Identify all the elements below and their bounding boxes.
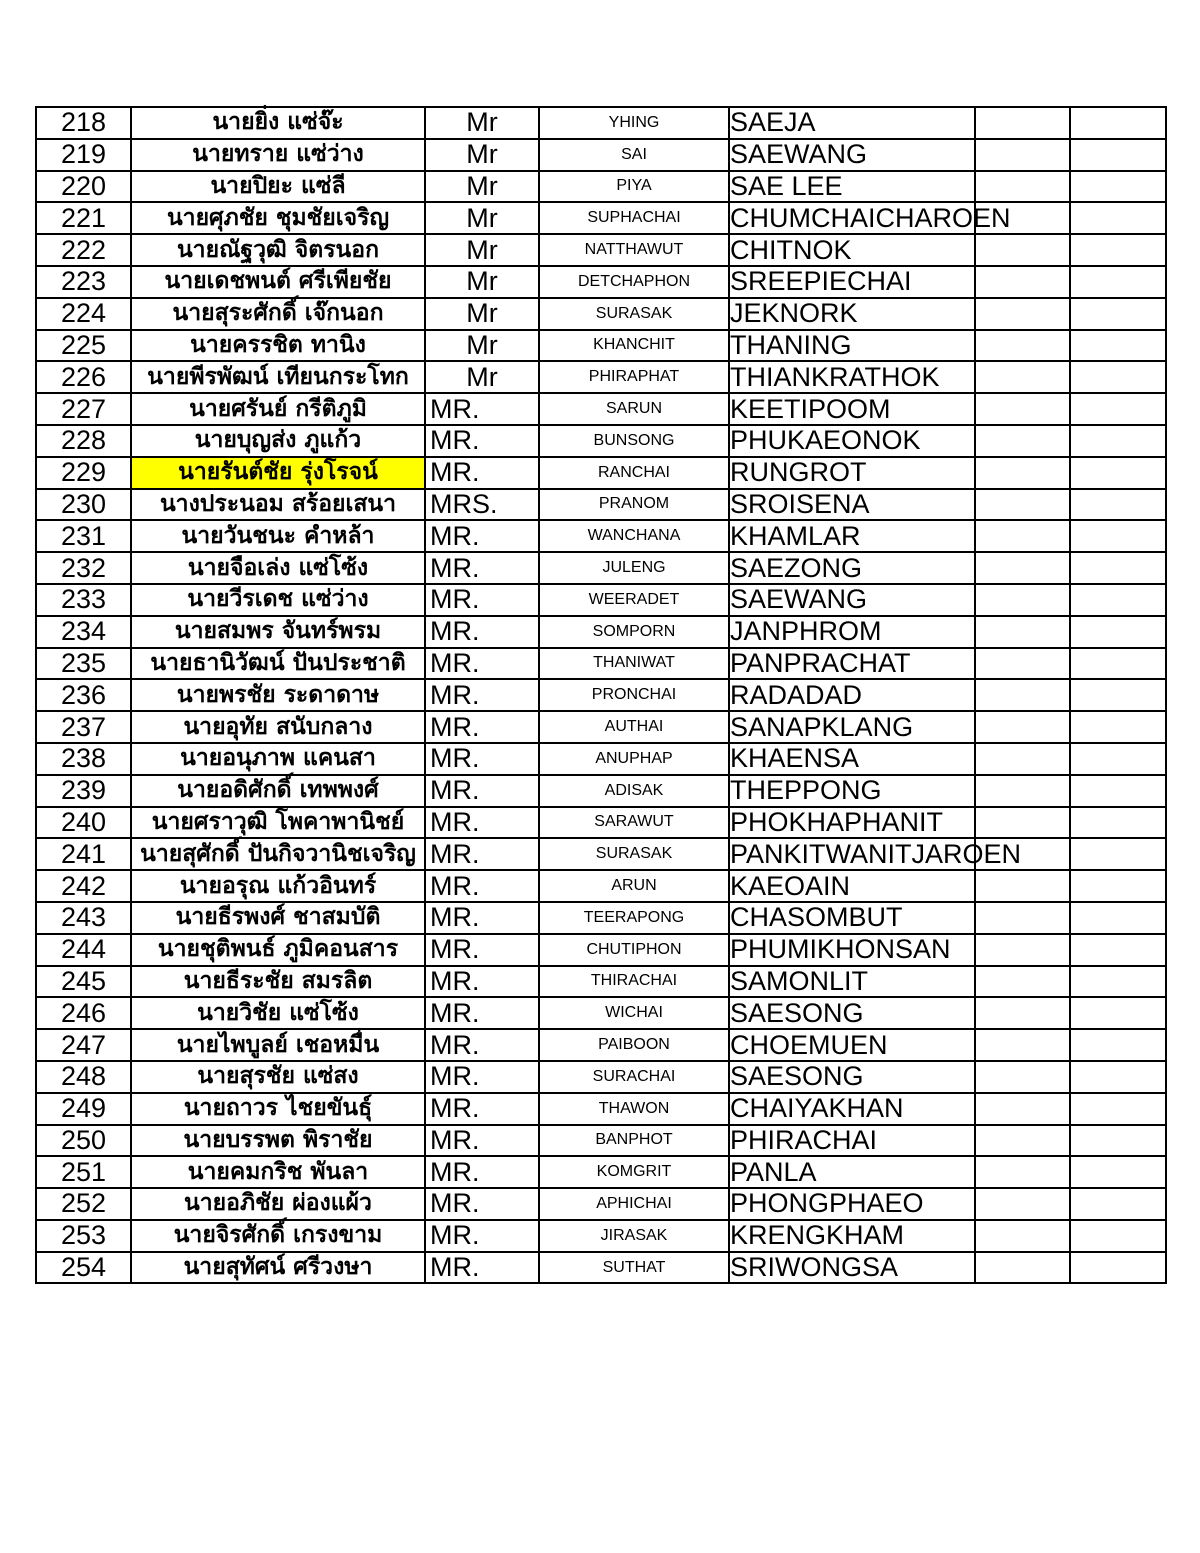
empty-cell xyxy=(975,870,1070,902)
last-name: PANKITWANITJAROEN xyxy=(730,838,1022,869)
last-name: THANING xyxy=(729,330,975,362)
row-number: 234 xyxy=(36,616,131,648)
first-name: ADISAK xyxy=(539,775,729,807)
empty-cell xyxy=(1070,997,1166,1029)
title: MR. xyxy=(425,679,539,711)
row-number: 229 xyxy=(36,457,131,489)
first-name: PRANOM xyxy=(539,489,729,521)
title: Mr xyxy=(425,171,539,203)
last-name: SAMONLIT xyxy=(729,966,975,998)
table-row xyxy=(36,457,1166,489)
title: Mr xyxy=(425,361,539,393)
title: MR. xyxy=(425,966,539,998)
first-name: PIYA xyxy=(539,171,729,203)
title: Mr xyxy=(425,266,539,298)
empty-cell xyxy=(1070,330,1166,362)
empty-cell xyxy=(1070,1156,1166,1188)
thai-name: นายบุญส่ง ภูแก้ว xyxy=(131,425,425,457)
row-number: 225 xyxy=(36,330,131,362)
title: MR. xyxy=(425,1093,539,1125)
table-row xyxy=(36,711,1166,743)
empty-cell xyxy=(975,107,1070,139)
empty-cell xyxy=(1070,1093,1166,1125)
table-row xyxy=(36,1252,1166,1284)
table-row xyxy=(36,330,1166,362)
first-name: SARAWUT xyxy=(539,807,729,839)
empty-cell xyxy=(1070,202,1166,234)
empty-cell xyxy=(1070,902,1166,934)
last-name: SAESONG xyxy=(729,1061,975,1093)
table-row xyxy=(36,1093,1166,1125)
thai-name: นายพีรพัฒน์ เทียนกระโทก xyxy=(131,361,425,393)
table-row xyxy=(36,870,1166,902)
table-row xyxy=(36,616,1166,648)
table-row xyxy=(36,393,1166,425)
thai-name: นายอนุภาพ แคนสา xyxy=(131,743,425,775)
first-name: AUTHAI xyxy=(539,711,729,743)
thai-name: นายจือเล่ง แซ่โซ้ง xyxy=(131,552,425,584)
thai-name: นายคมกริช พันลา xyxy=(131,1156,425,1188)
empty-cell xyxy=(975,807,1070,839)
last-name: PHUKAEONOK xyxy=(729,425,975,457)
title: MR. xyxy=(425,584,539,616)
last-name: CHOEMUEN xyxy=(729,1029,975,1061)
title: MR. xyxy=(425,457,539,489)
thai-name: นายรันต์ชัย รุ่งโรจน์ xyxy=(131,457,425,489)
first-name: WEERADET xyxy=(539,584,729,616)
empty-cell xyxy=(975,552,1070,584)
title: MR. xyxy=(425,425,539,457)
row-number: 226 xyxy=(36,361,131,393)
table-row xyxy=(36,171,1166,203)
last-name: KEETIPOOM xyxy=(729,393,975,425)
thai-name: นายถาวร ไชยขันธุ์ xyxy=(131,1093,425,1125)
empty-cell xyxy=(975,171,1070,203)
empty-cell xyxy=(1070,520,1166,552)
first-name: APHICHAI xyxy=(539,1188,729,1220)
thai-name: นายชุติพนธ์ ภูมิคอนสาร xyxy=(131,934,425,966)
thai-name: นายอุทัย สนับกลาง xyxy=(131,711,425,743)
last-name: RADADAD xyxy=(729,679,975,711)
title: MR. xyxy=(425,743,539,775)
title: MR. xyxy=(425,1156,539,1188)
table-row xyxy=(36,425,1166,457)
last-name: JANPHROM xyxy=(729,616,975,648)
row-number: 227 xyxy=(36,393,131,425)
empty-cell xyxy=(1070,584,1166,616)
last-name: SRIWONGSA xyxy=(729,1252,975,1284)
title: MR. xyxy=(425,997,539,1029)
row-number: 242 xyxy=(36,870,131,902)
row-number: 248 xyxy=(36,1061,131,1093)
empty-cell xyxy=(975,1125,1070,1157)
table-row xyxy=(36,807,1166,839)
table-row xyxy=(36,361,1166,393)
empty-cell xyxy=(1070,298,1166,330)
empty-cell xyxy=(975,679,1070,711)
last-name: PHIRACHAI xyxy=(729,1125,975,1157)
table-row xyxy=(36,489,1166,521)
thai-name: นายศราวุฒิ โพคาพานิชย์ xyxy=(131,807,425,839)
thai-name: นายธานิวัฒน์ ปันประชาติ xyxy=(131,648,425,680)
empty-cell xyxy=(975,1029,1070,1061)
empty-cell xyxy=(1070,139,1166,171)
row-number: 253 xyxy=(36,1220,131,1252)
last-name: PANLA xyxy=(729,1156,975,1188)
table-row xyxy=(36,234,1166,266)
first-name: THAWON xyxy=(539,1093,729,1125)
title: MR. xyxy=(425,648,539,680)
thai-name: นายยิ่ง แซ่จ๊ะ xyxy=(131,107,425,139)
last-name: THIANKRATHOK xyxy=(729,361,975,393)
empty-cell xyxy=(975,425,1070,457)
title: Mr xyxy=(425,202,539,234)
empty-cell xyxy=(975,648,1070,680)
row-number: 231 xyxy=(36,520,131,552)
empty-cell xyxy=(1070,1252,1166,1284)
row-number: 250 xyxy=(36,1125,131,1157)
empty-cell xyxy=(975,298,1070,330)
thai-name: นายธีรพงศ์ ชาสมบัติ xyxy=(131,902,425,934)
first-name: KOMGRIT xyxy=(539,1156,729,1188)
last-name: KHAMLAR xyxy=(729,520,975,552)
row-number: 241 xyxy=(36,838,131,870)
table-row xyxy=(36,648,1166,680)
last-name: CHITNOK xyxy=(729,234,975,266)
table-row xyxy=(36,1188,1166,1220)
thai-name: นายทราย แซ่ว่าง xyxy=(131,139,425,171)
thai-name: นายเดชพนต์ ศรีเพียชัย xyxy=(131,266,425,298)
title: MR. xyxy=(425,838,539,870)
empty-cell xyxy=(975,330,1070,362)
thai-name: นายสุศักดิ์ ปันกิจวานิชเจริญ xyxy=(131,838,425,870)
table-row xyxy=(36,679,1166,711)
empty-cell xyxy=(1070,361,1166,393)
table-row xyxy=(36,298,1166,330)
first-name: SOMPORN xyxy=(539,616,729,648)
title: Mr xyxy=(425,139,539,171)
table-row xyxy=(36,934,1166,966)
row-number: 230 xyxy=(36,489,131,521)
empty-cell xyxy=(1070,234,1166,266)
title: MR. xyxy=(425,1188,539,1220)
title: MRS. xyxy=(425,489,539,521)
row-number: 252 xyxy=(36,1188,131,1220)
first-name: SURASAK xyxy=(539,298,729,330)
empty-cell xyxy=(1070,1029,1166,1061)
first-name: SURACHAI xyxy=(539,1061,729,1093)
empty-cell xyxy=(975,584,1070,616)
first-name: THIRACHAI xyxy=(539,966,729,998)
last-name: THEPPONG xyxy=(729,775,975,807)
empty-cell xyxy=(1070,457,1166,489)
table-row xyxy=(36,997,1166,1029)
first-name: JIRASAK xyxy=(539,1220,729,1252)
table-row xyxy=(36,107,1166,139)
thai-name: นายปิยะ แซ่ลี xyxy=(131,171,425,203)
empty-cell xyxy=(1070,648,1166,680)
table-row xyxy=(36,775,1166,807)
thai-name: นายอดิศักดิ์ เทพพงศ์ xyxy=(131,775,425,807)
thai-name: นายจิรศักดิ์ เกรงขาม xyxy=(131,1220,425,1252)
table-row xyxy=(36,202,1166,234)
thai-name: นายสมพร จันทร์พรม xyxy=(131,616,425,648)
title: MR. xyxy=(425,870,539,902)
table-row xyxy=(36,743,1166,775)
title: MR. xyxy=(425,520,539,552)
empty-cell xyxy=(1070,679,1166,711)
table-row xyxy=(36,902,1166,934)
empty-cell xyxy=(1070,1188,1166,1220)
first-name: KHANCHIT xyxy=(539,330,729,362)
thai-name: นายวิชัย แซ่โซ้ง xyxy=(131,997,425,1029)
thai-name: นายศรันย์ กรีติภูมิ xyxy=(131,393,425,425)
last-name: PHONGPHAEO xyxy=(729,1188,975,1220)
title: MR. xyxy=(425,711,539,743)
first-name: SURASAK xyxy=(539,838,729,870)
thai-name: นายศุภชัย ชุมชัยเจริญ xyxy=(131,202,425,234)
empty-cell xyxy=(1070,743,1166,775)
empty-cell xyxy=(975,743,1070,775)
table-row xyxy=(36,838,1166,870)
title: MR. xyxy=(425,902,539,934)
title: MR. xyxy=(425,1061,539,1093)
first-name: JULENG xyxy=(539,552,729,584)
row-number: 233 xyxy=(36,584,131,616)
first-name: SUPHACHAI xyxy=(539,202,729,234)
thai-name: นางประนอม สร้อยเสนา xyxy=(131,489,425,521)
row-number: 244 xyxy=(36,934,131,966)
empty-cell xyxy=(1070,1220,1166,1252)
last-name: PHOKHAPHANIT xyxy=(729,807,975,839)
row-number: 220 xyxy=(36,171,131,203)
table-row xyxy=(36,139,1166,171)
thai-name: นายวันชนะ คำหล้า xyxy=(131,520,425,552)
row-number: 228 xyxy=(36,425,131,457)
first-name: DETCHAPHON xyxy=(539,266,729,298)
empty-cell xyxy=(975,489,1070,521)
empty-cell xyxy=(975,997,1070,1029)
last-name: CHASOMBUT xyxy=(729,902,975,934)
row-number: 218 xyxy=(36,107,131,139)
first-name: SARUN xyxy=(539,393,729,425)
last-name: SANAPKLANG xyxy=(729,711,975,743)
first-name: ARUN xyxy=(539,870,729,902)
thai-name: นายสุทัศน์ ศรีวงษา xyxy=(131,1252,425,1284)
title: Mr xyxy=(425,107,539,139)
thai-name: นายไพบูลย์ เชอหมื่น xyxy=(131,1029,425,1061)
last-name: PANPRACHAT xyxy=(729,648,975,680)
row-number: 238 xyxy=(36,743,131,775)
empty-cell xyxy=(1070,775,1166,807)
empty-cell xyxy=(975,393,1070,425)
last-name: KAEOAIN xyxy=(729,870,975,902)
empty-cell xyxy=(1070,1125,1166,1157)
table-row xyxy=(36,266,1166,298)
first-name: ANUPHAP xyxy=(539,743,729,775)
last-name: SAE LEE xyxy=(729,171,975,203)
last-name: SAEWANG xyxy=(729,139,975,171)
row-number: 232 xyxy=(36,552,131,584)
first-name: TEERAPONG xyxy=(539,902,729,934)
empty-cell xyxy=(1070,616,1166,648)
title: Mr xyxy=(425,330,539,362)
empty-cell xyxy=(1070,966,1166,998)
row-number: 237 xyxy=(36,711,131,743)
first-name: PAIBOON xyxy=(539,1029,729,1061)
table-row xyxy=(36,552,1166,584)
title: MR. xyxy=(425,1029,539,1061)
last-name: CHAIYAKHAN xyxy=(729,1093,975,1125)
empty-cell xyxy=(1070,171,1166,203)
row-number: 235 xyxy=(36,648,131,680)
row-number: 236 xyxy=(36,679,131,711)
empty-cell xyxy=(975,902,1070,934)
thai-name: นายพรชัย ระดาดาษ xyxy=(131,679,425,711)
row-number: 249 xyxy=(36,1093,131,1125)
title: MR. xyxy=(425,552,539,584)
empty-cell xyxy=(975,1220,1070,1252)
empty-cell xyxy=(1070,934,1166,966)
empty-cell xyxy=(975,966,1070,998)
empty-cell xyxy=(975,457,1070,489)
title: Mr xyxy=(425,234,539,266)
thai-name: นายบรรพต พิราชัย xyxy=(131,1125,425,1157)
title: MR. xyxy=(425,393,539,425)
last-name: JEKNORK xyxy=(729,298,975,330)
roster-body xyxy=(36,107,1166,1283)
empty-cell xyxy=(975,775,1070,807)
title: MR. xyxy=(425,775,539,807)
first-name: SAI xyxy=(539,139,729,171)
first-name: PHIRAPHAT xyxy=(539,361,729,393)
table-row xyxy=(36,966,1166,998)
title: MR. xyxy=(425,1252,539,1284)
first-name: RANCHAI xyxy=(539,457,729,489)
title: Mr xyxy=(425,298,539,330)
last-name: PHUMIKHONSAN xyxy=(729,934,975,966)
table-row xyxy=(36,584,1166,616)
row-number: 223 xyxy=(36,266,131,298)
first-name: WANCHANA xyxy=(539,520,729,552)
empty-cell xyxy=(975,616,1070,648)
title: MR. xyxy=(425,934,539,966)
empty-cell xyxy=(1070,489,1166,521)
first-name: PRONCHAI xyxy=(539,679,729,711)
last-name: SREEPIECHAI xyxy=(729,266,975,298)
empty-cell xyxy=(1070,711,1166,743)
empty-cell xyxy=(975,266,1070,298)
table-row xyxy=(36,1061,1166,1093)
first-name: WICHAI xyxy=(539,997,729,1029)
first-name: BUNSONG xyxy=(539,425,729,457)
empty-cell xyxy=(975,1061,1070,1093)
first-name: CHUTIPHON xyxy=(539,934,729,966)
empty-cell xyxy=(1070,552,1166,584)
thai-name: นายอรุณ แก้วอินทร์ xyxy=(131,870,425,902)
empty-cell xyxy=(1070,838,1166,870)
thai-name: นายธีระชัย สมรลิต xyxy=(131,966,425,998)
row-number: 239 xyxy=(36,775,131,807)
row-number: 245 xyxy=(36,966,131,998)
empty-cell xyxy=(1070,107,1166,139)
empty-cell xyxy=(975,234,1070,266)
last-name: SAEWANG xyxy=(729,584,975,616)
empty-cell xyxy=(975,1188,1070,1220)
row-number: 246 xyxy=(36,997,131,1029)
empty-cell xyxy=(1070,1061,1166,1093)
empty-cell xyxy=(1070,393,1166,425)
thai-name: นายสุรชัย แซ่สง xyxy=(131,1061,425,1093)
thai-name: นายวีรเดช แซ่ว่าง xyxy=(131,584,425,616)
row-number: 243 xyxy=(36,902,131,934)
row-number: 247 xyxy=(36,1029,131,1061)
table-row xyxy=(36,1125,1166,1157)
table-row xyxy=(36,1220,1166,1252)
row-number: 254 xyxy=(36,1252,131,1284)
row-number: 222 xyxy=(36,234,131,266)
thai-name: นายณัฐวุฒิ จิตรนอก xyxy=(131,234,425,266)
empty-cell xyxy=(1070,425,1166,457)
title: MR. xyxy=(425,1125,539,1157)
empty-cell xyxy=(975,711,1070,743)
last-name: SAEJA xyxy=(729,107,975,139)
title: MR. xyxy=(425,1220,539,1252)
empty-cell xyxy=(975,1156,1070,1188)
last-name: CHUMCHAICHAROEN xyxy=(730,202,1011,233)
first-name: BANPHOT xyxy=(539,1125,729,1157)
first-name: THANIWAT xyxy=(539,648,729,680)
row-number: 251 xyxy=(36,1156,131,1188)
empty-cell xyxy=(975,1093,1070,1125)
row-number: 224 xyxy=(36,298,131,330)
row-number: 240 xyxy=(36,807,131,839)
first-name: NATTHAWUT xyxy=(539,234,729,266)
empty-cell xyxy=(975,520,1070,552)
first-name: YHING xyxy=(539,107,729,139)
empty-cell xyxy=(975,1252,1070,1284)
last-name: SAEZONG xyxy=(729,552,975,584)
table-row xyxy=(36,1029,1166,1061)
name-roster-table xyxy=(35,106,1167,1284)
title: MR. xyxy=(425,616,539,648)
empty-cell xyxy=(975,361,1070,393)
first-name: SUTHAT xyxy=(539,1252,729,1284)
empty-cell xyxy=(975,139,1070,171)
title: MR. xyxy=(425,807,539,839)
empty-cell xyxy=(1070,266,1166,298)
thai-name: นายสุระศักดิ์ เจ๊กนอก xyxy=(131,298,425,330)
row-number: 221 xyxy=(36,202,131,234)
last-name: KHAENSA xyxy=(729,743,975,775)
last-name: SROISENA xyxy=(729,489,975,521)
empty-cell xyxy=(1070,870,1166,902)
empty-cell xyxy=(975,934,1070,966)
table-row xyxy=(36,520,1166,552)
thai-name: นายอภิชัย ผ่องแผ้ว xyxy=(131,1188,425,1220)
last-name: RUNGROT xyxy=(729,457,975,489)
thai-name: นายครรชิต ทานิง xyxy=(131,330,425,362)
row-number: 219 xyxy=(36,139,131,171)
table-row xyxy=(36,1156,1166,1188)
last-name: SAESONG xyxy=(729,997,975,1029)
empty-cell xyxy=(1070,807,1166,839)
last-name: KRENGKHAM xyxy=(729,1220,975,1252)
